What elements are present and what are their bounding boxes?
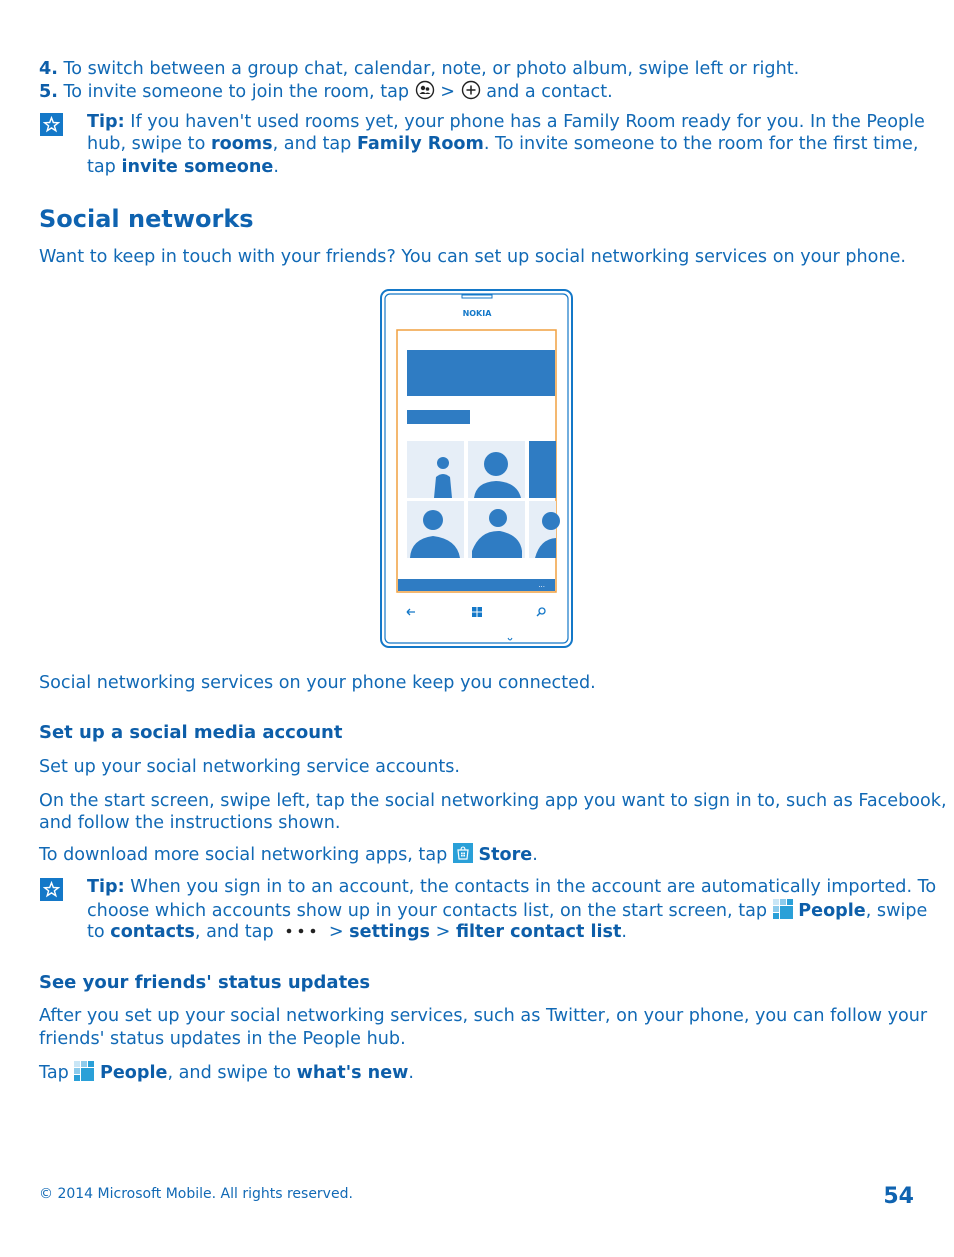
status-text-1a: After you set up your social networking services, such as Twitter, on your phone, you can follow your — [39, 1006, 928, 1026]
setup-text-1: Set up your social networking service accounts. — [39, 757, 461, 777]
tip-text: . To invite someone to the room for the first time, — [483, 134, 919, 154]
rooms-term: rooms — [210, 134, 273, 154]
tip-text: to — [87, 922, 105, 942]
tip-text: , and tap — [194, 922, 274, 942]
store-icon — [453, 843, 473, 863]
add-icon — [461, 80, 481, 100]
step-text-end: and a contact. — [486, 82, 613, 102]
people-tile-3 — [407, 501, 464, 558]
setup-text-2a: On the start screen, swipe left, tap the social networking app you want to sign in to, such as Facebook, — [39, 791, 947, 811]
tip-2-line-3 — [87, 921, 627, 944]
more-dots: ... — [538, 581, 545, 589]
rooms-icon — [415, 80, 435, 100]
copyright: © 2014 Microsoft Mobile. All rights reserved. — [39, 1186, 353, 1202]
tip-text: , swipe — [865, 901, 928, 921]
tip-1-line-1 — [87, 111, 925, 134]
subsection-title-setup: Set up a social media account — [39, 722, 343, 743]
more-icon — [279, 924, 323, 938]
tip-2-line-1 — [87, 876, 936, 899]
tip-text: , and tap — [272, 134, 352, 154]
tip-text: choose which accounts show up in your contacts list, on the start screen, tap — [87, 901, 768, 921]
settings-term: settings — [349, 922, 431, 942]
tip-label: Tip: — [87, 877, 125, 897]
status-text-1b: friends' status updates in the People hub. — [39, 1029, 406, 1049]
step-5 — [39, 80, 613, 104]
star-icon — [40, 113, 63, 136]
filter-contact-list-term: filter contact list — [455, 922, 622, 942]
tip-1-line-2 — [87, 133, 918, 156]
people-icon — [74, 1061, 94, 1081]
intro-text: Want to keep in touch with your friends? You can set up social networking services on your phone. — [39, 247, 907, 267]
tip-label: Tip: — [87, 112, 125, 132]
invite-someone-term: invite someone — [121, 157, 274, 177]
step-number: 5. — [39, 82, 58, 102]
phone-illustration — [380, 289, 574, 653]
step-number: 4. — [39, 59, 58, 79]
tip-text: . — [273, 157, 279, 177]
caption: Social networking services on your phone keep you connected. — [39, 673, 596, 693]
separator: > — [440, 82, 456, 102]
status-text: Tap — [39, 1063, 69, 1083]
tip-text: . — [621, 922, 628, 942]
brand-logo: NOKIA — [462, 309, 492, 318]
step-4 — [39, 58, 799, 81]
people-icon — [773, 899, 793, 919]
people-tile-5 — [529, 501, 560, 558]
people-tile-2 — [468, 441, 525, 498]
people-term: People — [99, 1063, 168, 1083]
tip-1-line-3 — [87, 156, 279, 179]
people-term: People — [798, 901, 866, 921]
page-number: 54 — [883, 1184, 914, 1209]
star-icon — [40, 878, 63, 901]
step-text: To invite someone to join the room, tap — [63, 82, 410, 102]
status-text-2 — [39, 1061, 414, 1085]
separator: > — [435, 922, 451, 942]
whats-new-term: what's new — [296, 1063, 409, 1083]
tip-text: tap — [87, 157, 116, 177]
status-text: , and swipe to — [167, 1063, 292, 1083]
family-room-term: Family Room — [356, 134, 484, 154]
tip-text: hub, swipe to — [87, 134, 206, 154]
setup-text: To download more social networking apps, tap — [39, 845, 448, 865]
tip-2-line-2 — [87, 899, 927, 923]
store-term: Store — [478, 845, 533, 865]
people-tile-1 — [407, 441, 464, 498]
setup-text-3 — [39, 843, 538, 867]
separator: > — [328, 922, 344, 942]
step-text: To switch between a group chat, calendar, note, or photo album, swipe left or right. — [63, 59, 800, 79]
section-title: Social networks — [39, 205, 254, 233]
setup-text: . — [532, 845, 538, 865]
people-tile-4 — [468, 501, 525, 558]
setup-text-2b: and follow the instructions shown. — [39, 813, 341, 833]
tip-text: If you haven't used rooms yet, your phone has a Family Room ready for you. In the People — [130, 112, 925, 132]
contacts-term: contacts — [110, 922, 195, 942]
tip-text: When you sign in to an account, the contacts in the account are automatically imported. To — [130, 877, 937, 897]
subsection-title-status: See your friends' status updates — [39, 972, 371, 993]
status-text: . — [408, 1063, 414, 1083]
